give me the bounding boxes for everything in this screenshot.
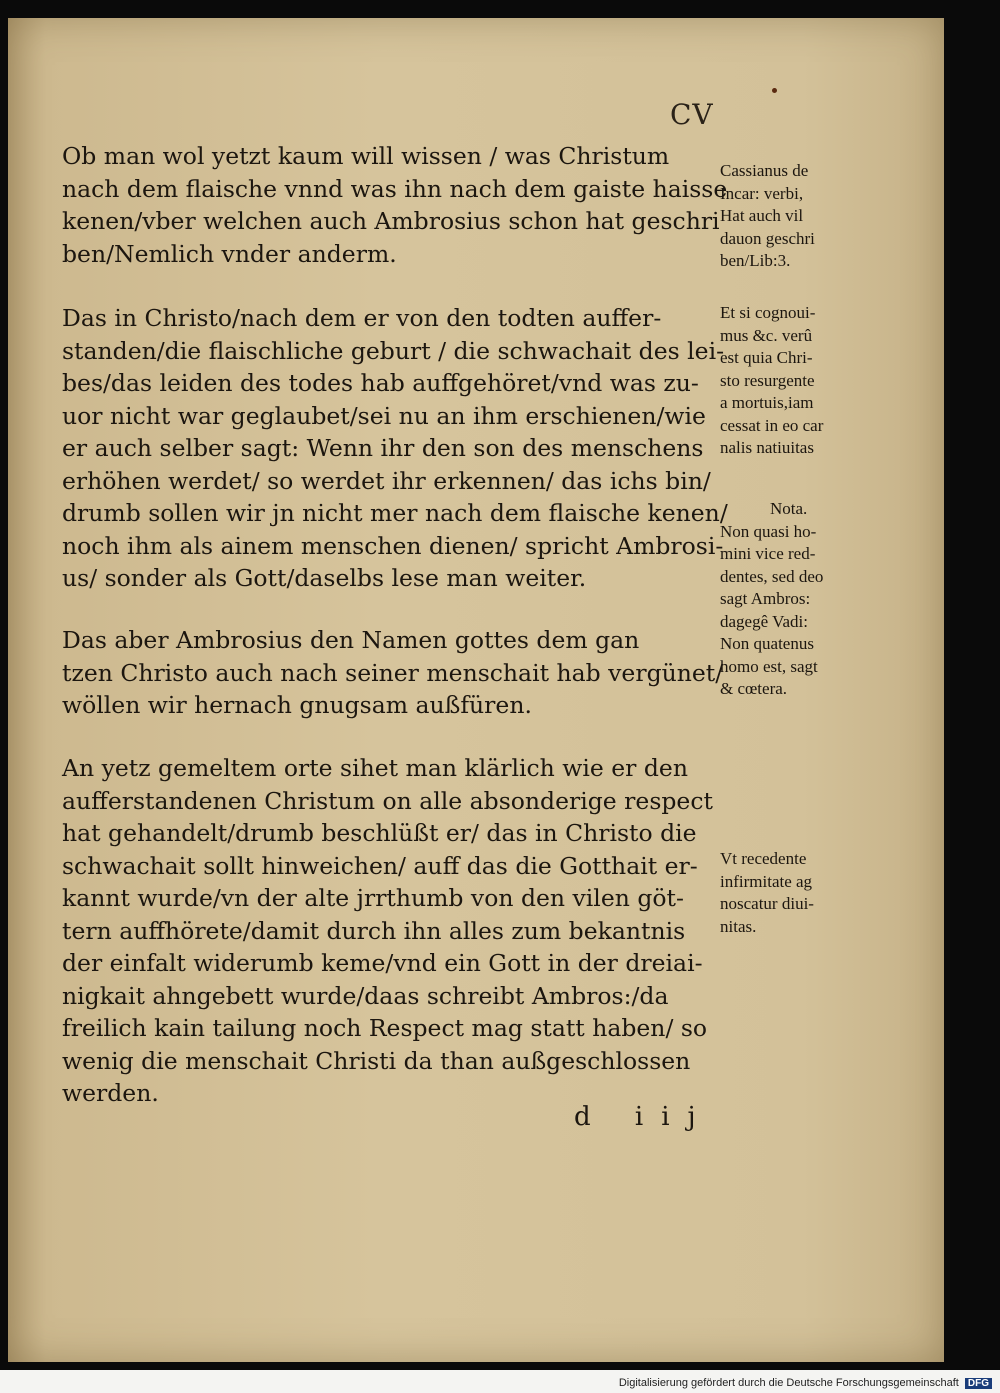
note-line: sagt Ambros: [720, 589, 811, 608]
note-line: Nota. [770, 499, 808, 518]
text-line: erhöhen werdet/ so werdet ihr erkennen/ das ichs bin/ [62, 466, 711, 495]
text-line: kannt wurde/vn der alte jrrthumb von den vilen göt- [62, 884, 684, 912]
text-line: Das in Christo/nach dem er von den todten auffer- [62, 304, 662, 332]
text-line: aufferstandenen Christum on alle absonderige respect [62, 786, 713, 815]
text-line: uor nicht war geglaubet/sei nu an ihm erschienen/wie [62, 401, 706, 430]
marginal-note-3 [720, 498, 860, 701]
text-line: tzen Christo auch nach seiner menschait hab vergünet/ [62, 658, 724, 687]
paragraph-2 [62, 302, 728, 595]
text-line: der einfalt widerumb keme/vnd ein Gott in der dreiai- [62, 949, 703, 977]
note-line: ben/Lib:3. [720, 251, 791, 270]
dfg-logo: DFG [965, 1378, 992, 1389]
note-line: cessat in eo car [720, 415, 824, 435]
note-line: Hat auch vil [720, 206, 804, 225]
signature-mark: d iij [574, 1102, 714, 1132]
text-line: schwachait sollt hinweichen/ auff das die Gotthait er- [62, 851, 698, 880]
note-line: Non quasi ho- [720, 521, 817, 541]
text-line: nach dem flaische vnnd was ihn nach dem gaiste haisse [62, 174, 728, 203]
text-line: nigkait ahngebett wurde/daas schreibt Ambros:/da [62, 981, 669, 1010]
text-line: ben/Nemlich vnder anderm. [62, 239, 397, 268]
text-line: An yetz gemeltem orte sihet man klärlich wie er den [62, 754, 688, 782]
funding-text: Digitalisierung gefördert durch die Deutsche Forschungsgemeinschaft [618, 1377, 959, 1389]
text-line: standen/die flaischliche geburt / die schwachait des lei- [62, 336, 725, 365]
text-line: noch ihm als ainem menschen dienen/ spricht Ambrosi- [62, 531, 724, 560]
marginal-note-4 [720, 848, 860, 938]
note-line: dentes, sed deo [720, 566, 824, 586]
note-line: sto resurgente [720, 370, 815, 390]
note-line: & cœtera. [720, 679, 788, 698]
note-line: noscatur diui- [720, 894, 814, 913]
note-line: infirmitate ag [720, 871, 813, 891]
text-line: drumb sollen wir jn nicht mer nach dem flaische kenen/ [62, 499, 728, 527]
note-line: nalis natiuitas [720, 438, 814, 457]
note-line: homo est, sagt [720, 656, 818, 676]
text-line: kenen/vber welchen auch Ambrosius schon hat geschri [62, 207, 720, 235]
text-line: tern auffhörete/damit durch ihn alles zum bekantnis [62, 916, 686, 945]
text-line: werden. [62, 1079, 159, 1107]
folio-number: CV [670, 98, 714, 131]
text-line: Ob man wol yetzt kaum will wissen / was Christum [62, 142, 670, 170]
ink-speck [772, 88, 777, 93]
marginal-note-2 [720, 302, 860, 460]
text-line: er auch selber sagt: Wenn ihr den son des menschens [62, 434, 704, 462]
book-page [8, 18, 944, 1362]
text-line: wenig die menschait Christi da than außgeschlossen [62, 1046, 691, 1075]
paragraph-4 [62, 752, 722, 1110]
paragraph-3 [62, 624, 722, 722]
text-line: Das aber Ambrosius den Namen gottes dem gan [62, 626, 640, 654]
text-line: wöllen wir hernach gnugsam außfüren. [62, 691, 532, 719]
funding-notice [619, 1377, 992, 1389]
note-line: mini vice red- [720, 544, 816, 563]
note-line: mus &c. verû [720, 325, 813, 345]
note-line: dauon geschri [720, 228, 815, 248]
text-line: freilich kain tailung noch Respect mag statt haben/ so [62, 1014, 708, 1042]
note-line: Vt recedente [720, 849, 807, 868]
note-line: a mortuis,iam [720, 393, 814, 412]
marginal-note-1 [720, 160, 860, 273]
text-line: hat gehandelt/drumb beschlüßt er/ das in Christo die [62, 819, 697, 847]
paragraph-1 [62, 140, 728, 270]
note-line: dagegê Vadi: [720, 611, 808, 631]
note-line: Non quatenus [720, 634, 814, 653]
note-line: nitas. [720, 916, 757, 936]
note-line: Incar: verbi, [720, 183, 804, 203]
note-line: est quia Chri- [720, 348, 813, 367]
text-line: bes/das leiden des todes hab auffgehöret/vnd was zu- [62, 369, 699, 397]
note-line: Et si cognoui- [720, 303, 816, 322]
text-line: us/ sonder als Gott/daselbs lese man weiter. [62, 564, 587, 592]
note-line: Cassianus de [720, 161, 809, 180]
